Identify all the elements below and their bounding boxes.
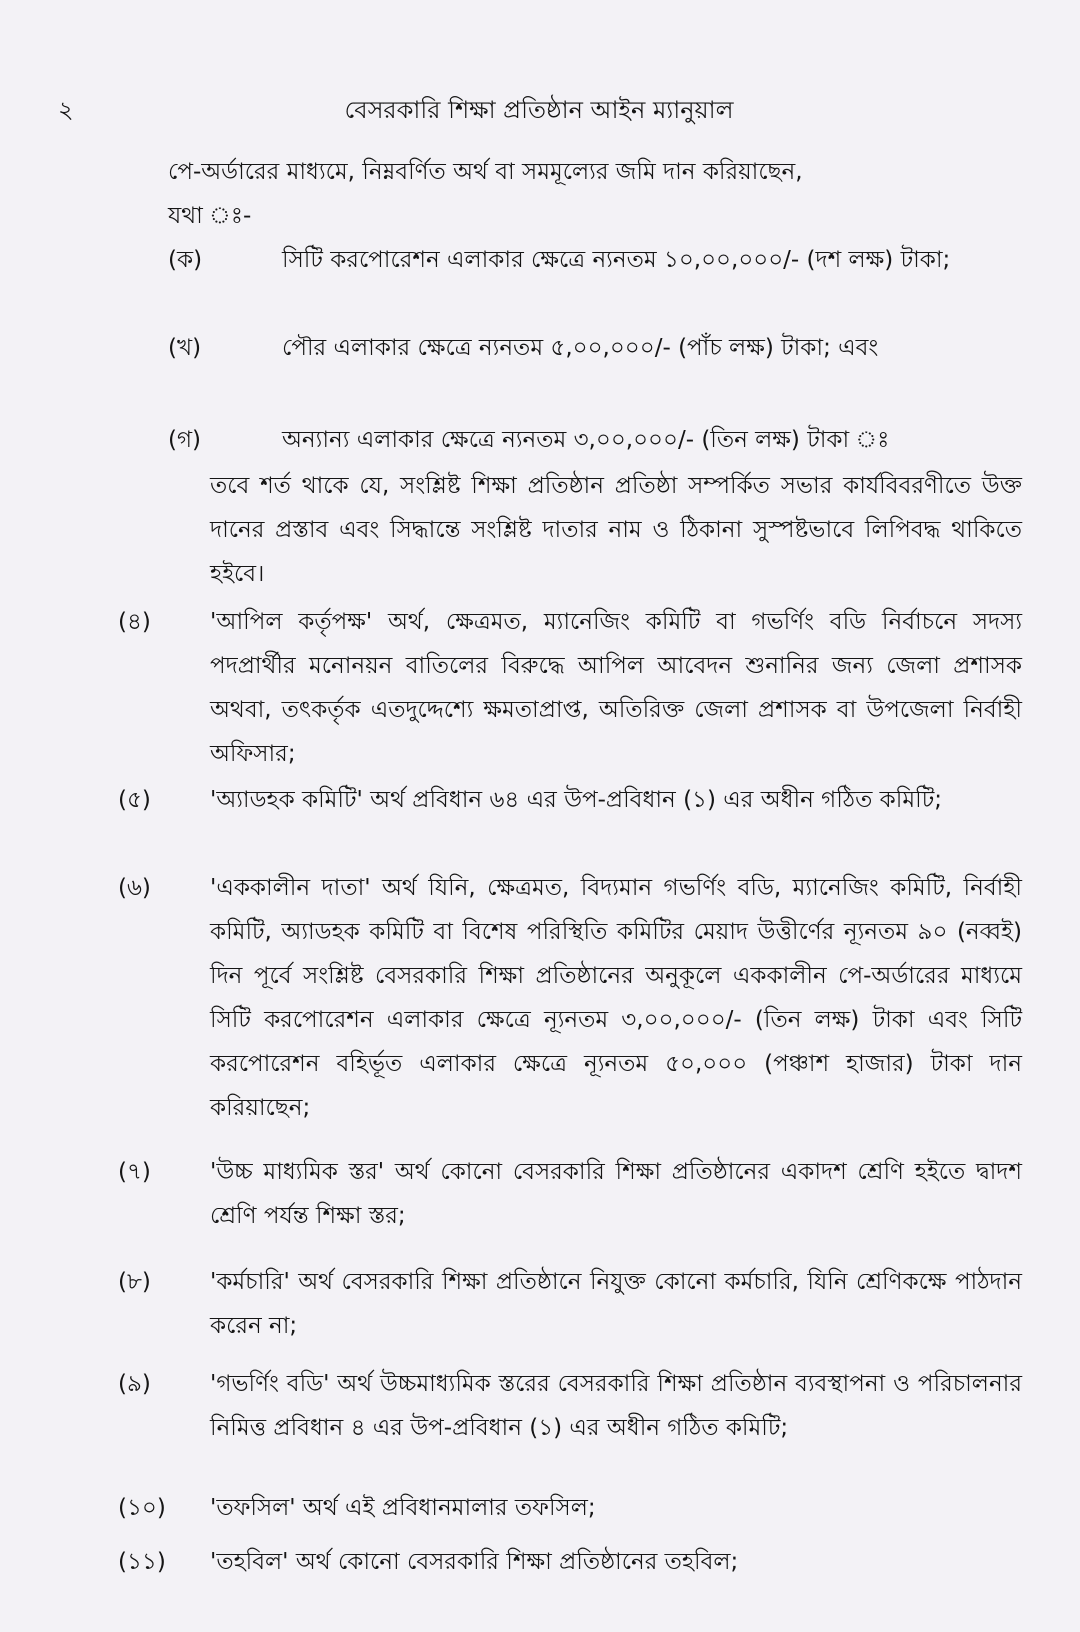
continuation-line: পে-অর্ডারের মাধ্যমে, নিম্নবর্ণিত অর্থ বা সমমূল্যের জমি দান করিয়াছেন, (168, 159, 803, 185)
sub-item-label: (ক) (168, 247, 203, 273)
definition-number: (৬) (118, 875, 151, 901)
definition-number: (৫) (118, 787, 151, 813)
proviso: তবে শর্ত থাকে যে, সংশ্লিষ্ট শিক্ষা প্রতিষ্ঠান প্রতিষ্ঠা সম্পর্কিত সভার কার্যবিবরণীতে উক্ত দানের প্রস্তাব এবং সিদ্ধান্তে সংশ্লিষ্ট দাতার নাম ও ঠিকানা সুস্পষ্টভাবে লিপিবদ্ধ থাকিতে হইবে। (210, 473, 1022, 587)
definition-text: 'কর্মচারি' অর্থ বেসরকারি শিক্ষা প্রতিষ্ঠানে নিযুক্ত কোনো কর্মচারি, যিনি শ্রেণিকক্ষে পাঠদান করেন না; (210, 1269, 1022, 1339)
definition-text: 'এককালীন দাতা' অর্থ যিনি, ক্ষেত্রমত, বিদ্যমান গভর্ণিং বডি, ম্যানেজিং কমিটি, নির্বাহী কমিটি, অ্যাডহক কমিটি বা বিশেষ পরিস্থিতি কমিটির মেয়াদ উত্তীর্ণের ন্যূনতম ৯০ (নব্বই) দিন পূর্বে সংশ্লিষ্ট বেসরকারি শিক্ষা প্রতিষ্ঠানের অনুকূলে এককালীন পে-অর্ডারের মাধ্যমে সিটি করপোরেশন এলাকার ক্ষেত্রে ন্যূনতম ৩,০০,০০০/- (তিন লক্ষ) টাকা এবং সিটি করপোরেশন বহির্ভূত এলাকার ক্ষেত্রে ন্যূনতম ৫০,০০০ (পঞ্চাশ হাজার) টাকা দান করিয়াছেন; (210, 875, 1022, 1121)
sub-item-label: (খ) (168, 335, 202, 361)
sub-item-text: সিটি করপোরেশন এলাকার ক্ষেত্রে ন্যনতম ১০,০০,০০০/- (দশ লক্ষ) টাকা; (282, 247, 951, 273)
definition-number: (৮) (118, 1269, 151, 1295)
definition-text: 'গভর্ণিং বডি' অর্থ উচ্চমাধ্যমিক স্তরের বেসরকারি শিক্ষা প্রতিষ্ঠান ব্যবস্থাপনা ও পরিচালনার নিমিত্ত প্রবিধান ৪ এর উপ-প্রবিধান (১) এর অধীন গঠিত কমিটি; (210, 1371, 1022, 1441)
page-header (58, 92, 1020, 132)
running-title: বেসরকারি শিক্ষা প্রতিষ্ঠান আইন ম্যানুয়াল (344, 96, 734, 124)
definition-text: 'উচ্চ মাধ্যমিক স্তর' অর্থ কোনো বেসরকারি শিক্ষা প্রতিষ্ঠানের একাদশ শ্রেণি হইতে দ্বাদশ শ্রেণি পর্যন্ত শিক্ষা স্তর; (210, 1159, 1022, 1229)
definition-number: (১১) (118, 1549, 166, 1575)
page-number: ২ (58, 96, 74, 124)
definition-number: (১০) (118, 1495, 166, 1521)
definition-text: 'তহবিল' অর্থ কোনো বেসরকারি শিক্ষা প্রতিষ্ঠানের তহবিল; (210, 1549, 739, 1575)
definition-text: 'তফসিল' অর্থ এই প্রবিধানমালার তফসিল; (210, 1495, 596, 1521)
sub-item-text: পৌর এলাকার ক্ষেত্রে ন্যনতম ৫,০০,০০০/- (পাঁচ লক্ষ) টাকা; এবং (282, 335, 879, 361)
sub-item-text: অন্যান্য এলাকার ক্ষেত্রে ন্যনতম ৩,০০,০০০/- (তিন লক্ষ) টাকা ঃ (282, 427, 890, 453)
definition-number: (৭) (118, 1159, 151, 1185)
definition-text: 'আপিল কর্তৃপক্ষ' অর্থ, ক্ষেত্রমত, ম্যানেজিং কমিটি বা গভর্ণিং বডি নির্বাচনে সদস্য পদপ্রার্থীর মনোনয়ন বাতিলের বিরুদ্ধে আপিল আবেদন শুনানির জন্য জেলা প্রশাসক অথবা, তৎকর্তৃক এতদুদ্দেশ্যে ক্ষমতাপ্রাপ্ত, অতিরিক্ত জেলা প্রশাসক বা উপজেলা নির্বাহী অফিসার; (210, 609, 1022, 767)
definition-number: (৯) (118, 1371, 151, 1397)
sub-item-label: (গ) (168, 427, 202, 453)
definition-text: 'অ্যাডহক কমিটি' অর্থ প্রবিধান ৬৪ এর উপ-প্রবিধান (১) এর অধীন গঠিত কমিটি; (210, 787, 942, 813)
continuation-intro: যথা ঃ- (168, 203, 252, 229)
definition-number: (৪) (118, 609, 151, 635)
